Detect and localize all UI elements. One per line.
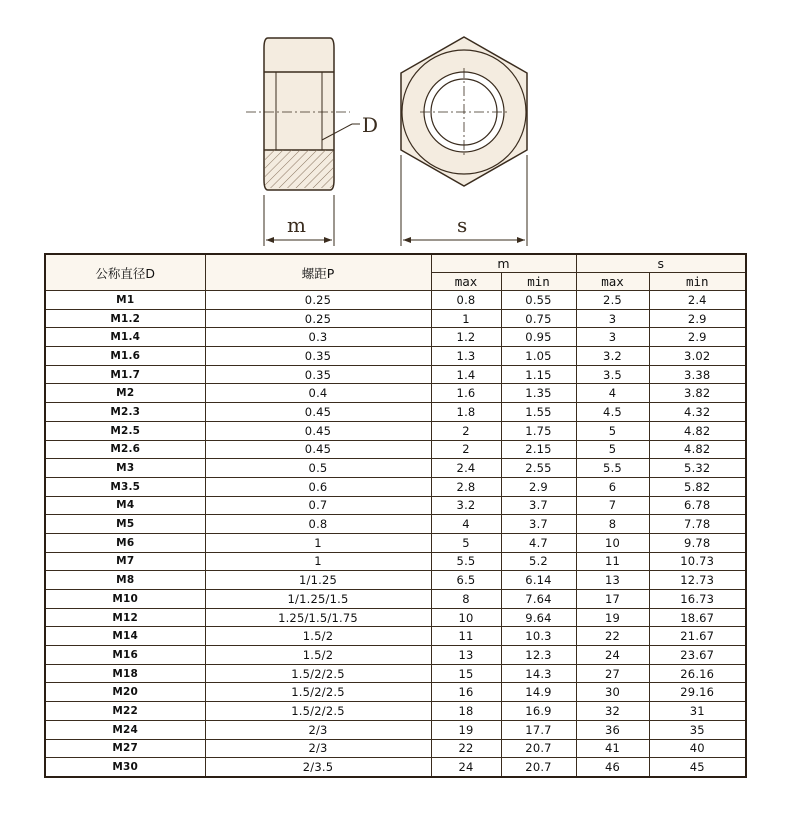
cell-s-min: 3.02 [649,347,746,366]
table-row [45,328,746,347]
cell-s-max: 5.5 [576,459,649,478]
cell-pitch: 2/3 [205,739,431,758]
cell-s-max: 32 [576,702,649,721]
cell-m-min: 16.9 [501,702,576,721]
cell-m-min: 5.2 [501,552,576,571]
label-m: m [287,213,306,237]
cell-pitch: 2/3.5 [205,758,431,777]
cell-pitch: 0.45 [205,403,431,422]
cell-size: M10 [45,590,205,609]
cell-pitch: 1 [205,552,431,571]
cell-size: M30 [45,758,205,777]
cell-s-min: 2.4 [649,291,746,310]
cell-s-min: 10.73 [649,552,746,571]
cell-pitch: 0.45 [205,440,431,459]
hex-nut-drawing [0,0,790,250]
table-row [45,571,746,590]
cell-pitch: 0.25 [205,309,431,328]
cell-size: M14 [45,627,205,646]
cell-pitch: 1/1.25/1.5 [205,590,431,609]
cell-pitch: 0.35 [205,347,431,366]
label-d: D [362,113,379,137]
cell-size: M5 [45,515,205,534]
header-m-max: max [431,273,501,291]
table-row [45,309,746,328]
cell-m-min: 3.7 [501,515,576,534]
cell-s-min: 4.82 [649,421,746,440]
cell-m-max: 6.5 [431,571,501,590]
cell-s-min: 3.38 [649,365,746,384]
table-row [45,646,746,665]
table-row [45,683,746,702]
cell-s-min: 3.82 [649,384,746,403]
cell-m-min: 20.7 [501,739,576,758]
header-pitch: 螺距P [205,254,431,291]
cell-pitch: 1.5/2/2.5 [205,702,431,721]
cell-size: M2 [45,384,205,403]
cell-m-max: 1 [431,309,501,328]
cell-s-min: 5.82 [649,477,746,496]
cell-size: M1.7 [45,365,205,384]
cell-pitch: 1 [205,533,431,552]
cell-s-max: 3.2 [576,347,649,366]
cell-m-max: 4 [431,515,501,534]
cell-s-max: 6 [576,477,649,496]
cell-s-max: 41 [576,739,649,758]
cell-size: M7 [45,552,205,571]
table-row [45,291,746,310]
cell-pitch: 0.25 [205,291,431,310]
cell-m-max: 2 [431,440,501,459]
s-arrow-right [517,237,525,243]
cell-m-min: 12.3 [501,646,576,665]
cell-size: M16 [45,646,205,665]
cell-size: M22 [45,702,205,721]
table-row [45,403,746,422]
table-body [45,291,746,777]
table-row [45,590,746,609]
cell-s-max: 4 [576,384,649,403]
cell-m-max: 16 [431,683,501,702]
cell-m-min: 6.14 [501,571,576,590]
cell-s-min: 45 [649,758,746,777]
cell-size: M27 [45,739,205,758]
cell-size: M1.2 [45,309,205,328]
table-row [45,384,746,403]
cell-m-min: 17.7 [501,720,576,739]
cell-m-max: 5.5 [431,552,501,571]
cell-m-max: 2 [431,421,501,440]
cell-s-max: 5 [576,421,649,440]
cell-s-max: 3 [576,328,649,347]
table-row [45,477,746,496]
cell-size: M4 [45,496,205,515]
cell-m-max: 2.8 [431,477,501,496]
cell-s-min: 12.73 [649,571,746,590]
label-s: s [457,213,468,237]
table-row [45,758,746,777]
cell-s-min: 6.78 [649,496,746,515]
table-row [45,421,746,440]
cell-pitch: 1.5/2 [205,646,431,665]
cell-s-max: 5 [576,440,649,459]
table-row [45,720,746,739]
cell-pitch: 1.5/2/2.5 [205,683,431,702]
side-view-hatch [265,150,333,188]
table-row [45,739,746,758]
cell-m-min: 2.9 [501,477,576,496]
cell-s-max: 8 [576,515,649,534]
cell-pitch: 1.25/1.5/1.75 [205,608,431,627]
cell-s-max: 27 [576,664,649,683]
cell-size: M20 [45,683,205,702]
cell-s-min: 9.78 [649,533,746,552]
cell-s-min: 16.73 [649,590,746,609]
cell-m-max: 13 [431,646,501,665]
cell-size: M1 [45,291,205,310]
cell-size: M3 [45,459,205,478]
header-nominal-diameter: 公称直径D [45,254,205,291]
cell-size: M8 [45,571,205,590]
cell-s-max: 22 [576,627,649,646]
cell-s-min: 2.9 [649,309,746,328]
cell-pitch: 1/1.25 [205,571,431,590]
cell-pitch: 0.7 [205,496,431,515]
cell-pitch: 1.5/2/2.5 [205,664,431,683]
cell-m-min: 1.15 [501,365,576,384]
cell-size: M12 [45,608,205,627]
cell-m-max: 5 [431,533,501,552]
cell-s-min: 31 [649,702,746,721]
table-row [45,533,746,552]
table-row [45,496,746,515]
cell-size: M6 [45,533,205,552]
cell-m-min: 3.7 [501,496,576,515]
cell-m-min: 2.55 [501,459,576,478]
cell-s-min: 7.78 [649,515,746,534]
cell-s-min: 18.67 [649,608,746,627]
header-m-min: min [501,273,576,291]
cell-s-min: 4.82 [649,440,746,459]
s-arrow-left [403,237,411,243]
cell-size: M18 [45,664,205,683]
cell-size: M1.4 [45,328,205,347]
cell-pitch: 2/3 [205,720,431,739]
table-row [45,440,746,459]
cell-m-max: 0.8 [431,291,501,310]
cell-pitch: 0.8 [205,515,431,534]
cell-s-max: 36 [576,720,649,739]
cell-s-max: 11 [576,552,649,571]
cell-pitch: 0.6 [205,477,431,496]
cell-m-max: 1.6 [431,384,501,403]
table-row [45,552,746,571]
cell-pitch: 0.4 [205,384,431,403]
cell-s-max: 3.5 [576,365,649,384]
header-s-min: min [649,273,746,291]
cell-m-min: 7.64 [501,590,576,609]
cell-s-max: 4.5 [576,403,649,422]
cell-s-max: 17 [576,590,649,609]
header-s-max: max [576,273,649,291]
header-group-m: m [431,254,576,273]
cell-m-max: 1.3 [431,347,501,366]
nut-spec-table [44,253,747,778]
cell-s-max: 13 [576,571,649,590]
cell-size: M2.6 [45,440,205,459]
cell-s-min: 5.32 [649,459,746,478]
cell-m-max: 3.2 [431,496,501,515]
cell-m-max: 2.4 [431,459,501,478]
cell-s-min: 23.67 [649,646,746,665]
cell-pitch: 1.5/2 [205,627,431,646]
m-arrow-right [324,237,332,243]
table-row [45,702,746,721]
cell-m-max: 11 [431,627,501,646]
cell-s-min: 35 [649,720,746,739]
cell-m-max: 10 [431,608,501,627]
cell-size: M2.3 [45,403,205,422]
cell-s-max: 30 [576,683,649,702]
cell-m-min: 0.75 [501,309,576,328]
cell-m-min: 1.75 [501,421,576,440]
cell-s-min: 29.16 [649,683,746,702]
table-row [45,347,746,366]
cell-pitch: 0.5 [205,459,431,478]
cell-s-min: 21.67 [649,627,746,646]
cell-m-min: 1.35 [501,384,576,403]
table-row [45,627,746,646]
cell-s-max: 7 [576,496,649,515]
cell-m-min: 14.3 [501,664,576,683]
cell-m-max: 1.4 [431,365,501,384]
cell-pitch: 0.35 [205,365,431,384]
header-group-s: s [576,254,746,273]
cell-m-min: 4.7 [501,533,576,552]
cell-size: M24 [45,720,205,739]
cell-pitch: 0.3 [205,328,431,347]
cell-m-min: 0.95 [501,328,576,347]
cell-size: M3.5 [45,477,205,496]
cell-s-max: 10 [576,533,649,552]
cell-m-max: 19 [431,720,501,739]
cell-m-min: 20.7 [501,758,576,777]
cell-m-min: 0.55 [501,291,576,310]
cell-s-max: 19 [576,608,649,627]
cell-m-min: 1.05 [501,347,576,366]
cell-m-min: 1.55 [501,403,576,422]
cell-m-min: 10.3 [501,627,576,646]
cell-s-min: 4.32 [649,403,746,422]
cell-m-max: 22 [431,739,501,758]
cell-m-max: 18 [431,702,501,721]
table-row [45,365,746,384]
cell-m-max: 1.2 [431,328,501,347]
table-row [45,515,746,534]
cell-s-min: 2.9 [649,328,746,347]
cell-m-min: 9.64 [501,608,576,627]
cell-m-min: 2.15 [501,440,576,459]
table-row [45,459,746,478]
cell-size: M2.5 [45,421,205,440]
cell-m-max: 8 [431,590,501,609]
table-row [45,664,746,683]
cell-size: M1.6 [45,347,205,366]
cell-pitch: 0.45 [205,421,431,440]
cell-m-max: 1.8 [431,403,501,422]
cell-s-max: 3 [576,309,649,328]
cell-s-max: 2.5 [576,291,649,310]
cell-s-min: 40 [649,739,746,758]
cell-m-max: 15 [431,664,501,683]
cell-s-max: 46 [576,758,649,777]
table-row [45,608,746,627]
m-arrow-left [266,237,274,243]
cell-s-max: 24 [576,646,649,665]
cell-m-max: 24 [431,758,501,777]
cell-s-min: 26.16 [649,664,746,683]
cell-m-min: 14.9 [501,683,576,702]
